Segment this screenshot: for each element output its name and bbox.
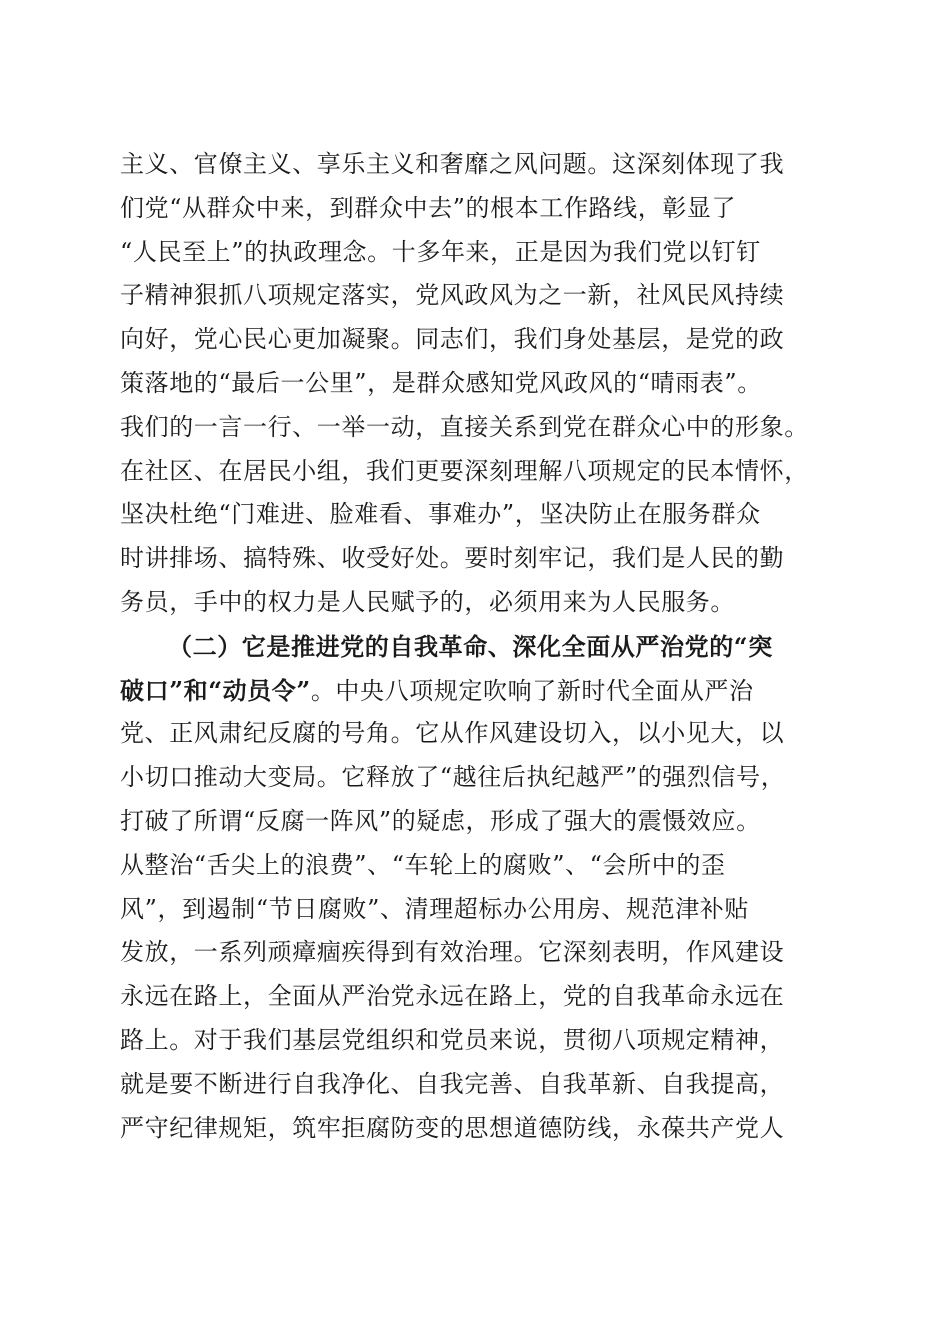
text-line: 就是要不断进行自我净化、自我完善、自我革新、自我提高， [120,1069,785,1098]
text-line: “人民至上”的执政理念。十多年来，正是因为我们党以钉钉 [120,237,761,266]
text-line: 严守纪律规矩，筑牢拒腐防变的思想道德防线，永葆共产党人 [120,1113,785,1142]
heading-rest: 。中央八项规定吹响了新时代全面从严治 [310,676,754,705]
text-line: 从整治“舌尖上的浪费”、“车轮上的腐败”、“会所中的歪 [120,850,726,879]
text-line: 主义、官僚主义、享乐主义和奢靡之风问题。这深刻体现了我 [120,150,785,178]
text-line: 我们的一言一行、一举一动，直接关系到党在群众心中的形象。 [120,412,809,441]
section-heading: （二）它是推进党的自我革命、深化全面从严治党的“突 [168,631,773,661]
text-line: 向好，党心民心更加凝聚。同志们，我们身处基层，是党的政 [120,325,785,354]
text-line: 子精神狠抓八项规定落实，党风政风为之一新，社风民风持续 [120,281,785,310]
body-text [120,143,840,1150]
text-line: 发放，一系列顽瘴痼疾得到有效治理。它深刻表明，作风建设 [120,938,785,967]
text-line: 打破了所谓“反腐一阵风”的疑虑，形成了强大的震慑效应。 [120,806,761,835]
text-line: 策落地的“最后一公里”，是群众感知党风政风的“晴雨表”。 [120,368,762,397]
text-line: 在社区、在居民小组，我们更要深刻理解八项规定的民本情怀， [120,456,809,485]
text-line: 务员，手中的权力是人民赋予的，必须用来为人民服务。 [120,587,735,616]
text-line: 时讲排场、搞特殊、收受好处。要时刻牢记，我们是人民的勤 [120,544,785,573]
text-line: 坚决杜绝“门难进、脸难看、事难办”，坚决防止在服务群众 [120,500,761,529]
text-line: 路上。对于我们基层党组织和党员来说，贯彻八项规定精神， [120,1025,785,1054]
section-heading-continuation [120,669,840,713]
text-line: 党、正风肃纪反腐的号角。它从作风建设切入，以小见大，以 [120,719,785,748]
text-line: 风”，到遏制“节日腐败”、清理超标办公用房、规范津补贴 [120,894,750,923]
heading-tail: 破口”和“动员令” [120,675,311,705]
text-line: 小切口推动大变局。它释放了“越往后执纪越严”的强烈信号， [120,763,786,792]
text-line: 们党“从群众中来，到群众中去”的根本工作路线，彰显了 [120,193,737,222]
text-line: 永远在路上，全面从严治党永远在路上，党的自我革命永远在 [120,982,785,1011]
